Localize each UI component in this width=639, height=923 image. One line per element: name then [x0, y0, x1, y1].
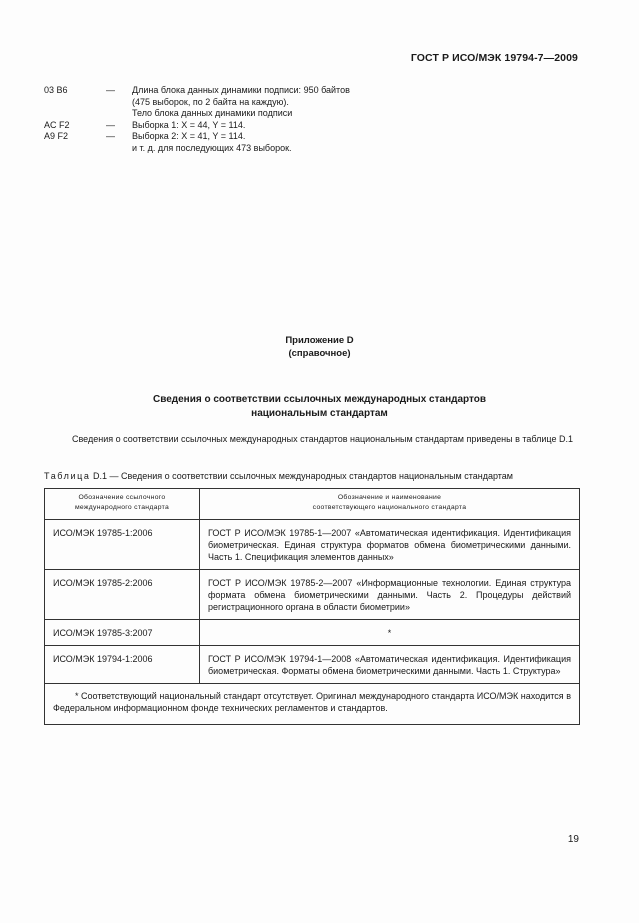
table-header-row — [45, 489, 580, 520]
dynamics-row — [44, 120, 432, 132]
description-line: Выборка 1: X = 44, Y = 114. — [132, 119, 246, 130]
intro-paragraph: Сведения о соответствии ссылочных международных стандартов национальным стандартам приведены в таблице D.1 — [72, 434, 573, 444]
dash: — — [106, 85, 115, 95]
national-standard-cell: ГОСТ Р ИСО/МЭК 19794-1—2008 «Автоматическая идентификация. Идентификация биометрическая. Форматы обмена биометрическими данными. Часть 1. Структура» — [200, 646, 580, 684]
section-title-line: Сведения о соответствии ссылочных международных стандартов — [152, 394, 487, 405]
annex-heading — [0, 334, 639, 360]
column-header-intl — [45, 489, 200, 520]
table-row — [45, 570, 580, 620]
table-row — [45, 646, 580, 684]
section-title — [0, 393, 639, 421]
section-title-line: национальным стандартам — [251, 408, 388, 419]
header-line: Обозначение ссылочного — [78, 494, 166, 501]
hex-code: A9 F2 — [44, 131, 69, 141]
header-line: соответствующего национального стандарта — [312, 504, 467, 511]
dynamics-data-block — [44, 85, 432, 154]
dash: — — [106, 131, 115, 141]
dynamics-description — [132, 131, 432, 154]
intl-standard-cell: ИСО/МЭК 19785-1:2006 — [45, 520, 200, 570]
column-header-national — [200, 489, 580, 520]
table-caption — [44, 470, 580, 482]
dynamics-description — [132, 85, 432, 120]
dash: — — [106, 119, 115, 130]
dynamics-row — [44, 85, 432, 120]
annex-title: Приложение D — [285, 335, 354, 346]
hex-code: AC F2 — [44, 119, 70, 130]
table-row — [45, 620, 580, 646]
intl-standard-cell: ИСО/МЭК 19785-2:2006 — [45, 570, 200, 620]
intl-standard-cell: ИСО/МЭК 19794-1:2006 — [45, 646, 200, 684]
description-line: Длина блока данных динамики подписи: 950 байтов — [132, 85, 350, 95]
table-footnote-row — [45, 684, 580, 725]
national-standard-cell: * — [200, 620, 580, 646]
national-standard-cell: ГОСТ Р ИСО/МЭК 19785-2—2007 «Информационные технологии. Единая структура формата обмена биометрическими данными. Часть 2. Процедуры действий регистрационного органа в области биометрии» — [200, 570, 580, 620]
header-line: Обозначение и наименование — [337, 494, 442, 501]
hex-code: 03 B6 — [44, 85, 68, 95]
page-number: 19 — [567, 834, 579, 845]
intl-standard-cell: ИСО/МЭК 19785-3:2007 — [45, 620, 200, 646]
document-code-header: ГОСТ Р ИСО/МЭК 19794-7—2009 — [410, 52, 578, 64]
annex-subtitle: (справочное) — [288, 348, 351, 359]
dynamics-row — [44, 131, 432, 154]
national-standard-cell: ГОСТ Р ИСО/МЭК 19785-1—2007 «Автоматическая идентификация. Идентификация биометрическая. Единая структура форматов обмена биометрическими данными. Часть 1. Спецификация элементов данных» — [200, 520, 580, 570]
caption-label: Таблица — [44, 471, 91, 481]
dynamics-description — [132, 120, 432, 132]
description-line: и т. д. для последующих 473 выборок. — [132, 142, 292, 153]
header-line: международного стандарта — [74, 504, 170, 511]
caption-text: D.1 — Сведения о соответствии ссылочных международных стандартов национальным стандартам — [93, 471, 513, 481]
table-row — [45, 520, 580, 570]
description-line: Тело блока данных динамики подписи — [132, 108, 293, 118]
table-footnote: * Соответствующий национальный стандарт отсутствует. Оригинал международного стандарта ИСО/МЭК находится в Федеральном информационном фонде технических регламентов и стандартов. — [45, 684, 580, 725]
description-line: Выборка 2: X = 41, Y = 114. — [132, 131, 246, 141]
correspondence-table — [44, 488, 580, 725]
description-line: (475 выборок, по 2 байта на каждую). — [132, 96, 289, 107]
